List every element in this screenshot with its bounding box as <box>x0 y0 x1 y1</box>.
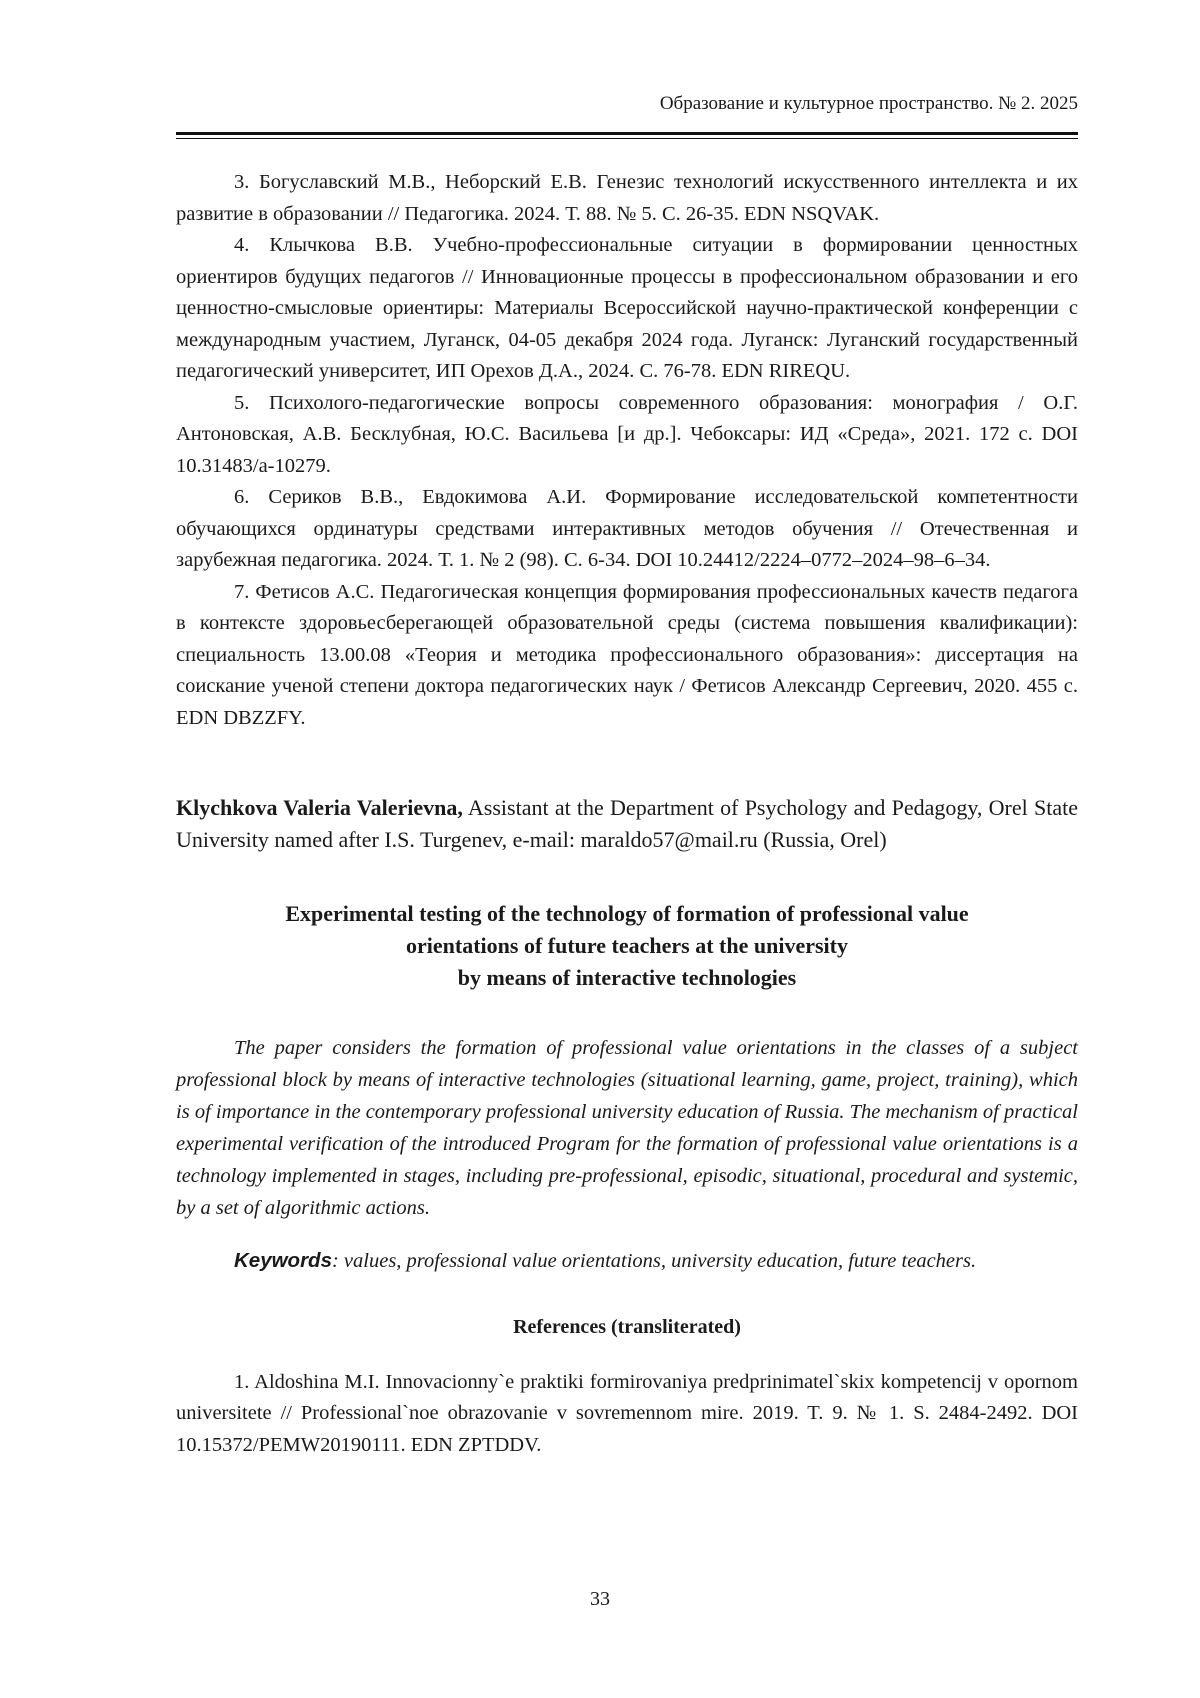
reference-item: 5. Психолого-педагогические вопросы современного образования: монография / О.Г. Антоновская, А.В. Бесклубная, Ю.С. Васильева [и др.]. Чебоксары: ИД «Среда», 2021. 172 с. DOI 10.31483/a-10279. <box>176 391 1078 477</box>
author-info <box>176 792 1078 856</box>
keywords <box>176 1245 1078 1277</box>
reference-item: 7. Фетисов А.С. Педагогическая концепция формирования профессиональных качеств педагога в контексте здоровьесберегающей образовательной среды (система повышения квалификации): специальность 13.00.08 «Теория и методика профессионального образования»: диссертация на соискание ученой степени доктора педагогических наук / Фетисов Александр Сергеевич, 2020. 455 с. EDN DBZZFY. <box>176 580 1078 729</box>
reference-item: 6. Сериков В.В., Евдокимова А.И. Формирование исследовательской компетентности обучающихся ординатуры средствами интерактивных методов обучения // Отечественная и зарубежная педагогика. 2024. Т. 1. № 2 (98). С. 6-34. DOI 10.24412/2224–0772–2024–98–6–34. <box>176 486 1078 571</box>
author-details: Assistant at the Department of Psychology and Pedagogy, Orel State University named after I.S. Turgenev, e-mail: maraldo57@mail.ru (Russia, Orel) <box>176 795 1078 852</box>
article-title <box>176 898 1078 994</box>
keywords-label: Keywords <box>234 1248 332 1272</box>
transliterated-reference-list <box>176 1367 1078 1462</box>
header-rule-thin <box>176 138 1078 139</box>
reference-list <box>176 167 1078 734</box>
article-title-line: orientations of future teachers at the university <box>406 933 848 958</box>
article-title-line: Experimental testing of the technology of formation of professional value <box>285 901 969 926</box>
reference-item: 3. Богуславский М.В., Неборский Е.В. Генезис технологий искусственного интеллекта и их развитие в образовании // Педагогика. 2024. Т. 88. № 5. С. 26-35. EDN NSQVAK. <box>176 171 1078 225</box>
running-header: Образование и культурное пространство. № 2. 2025 <box>659 93 1078 114</box>
header-rule-thick <box>176 132 1078 135</box>
keywords-text: : values, professional value orientations, university education, future teachers. <box>331 1249 977 1272</box>
page-number: 33 <box>590 1588 610 1610</box>
author-name: Klychkova Valeria Valerievna, <box>176 795 463 820</box>
reference-item: 1. Aldoshina M.I. Innovacionny`e praktiki formirovaniya predprinimatel`skix kompetencij v opornom universitete // Professional`noe obrazovanie v sovremennom mire. 2019. T. 9. № 1. S. 2484-2492. DOI 10.15372/PEMW20190111. EDN ZPTDDV. <box>176 1370 1078 1456</box>
references-heading: References (transliterated) <box>513 1315 741 1338</box>
article-title-line: by means of interactive technologies <box>457 965 797 990</box>
header-rule <box>176 132 1078 139</box>
reference-item: 4. Клычкова В.В. Учебно-профессиональные ситуации в формировании ценностных ориентиров будущих педагогов // Инновационные процессы в профессиональном образовании и его ценностно-смысловые ориентиры: Материалы Всероссийской научно-практической конференции с международным участием, Луганск, 04-05 декабря 2024 года. Луганск: Луганский государственный педагогический университет, ИП Орехов Д.А., 2024. С. 76-78. EDN RIREQU. <box>176 234 1078 382</box>
abstract: The paper considers the formation of professional value orientations in the classes of a subject professional block by means of interactive technologies (situational learning, game, project, training), which is of importance in the contemporary professional university education of Russia. The mechanism of practical experimental verification of the introduced Program for the formation of professional value orientations is a technology implemented in stages, including pre-professional, episodic, situational, procedural and systemic, by a set of algorithmic actions. <box>176 1037 1078 1219</box>
